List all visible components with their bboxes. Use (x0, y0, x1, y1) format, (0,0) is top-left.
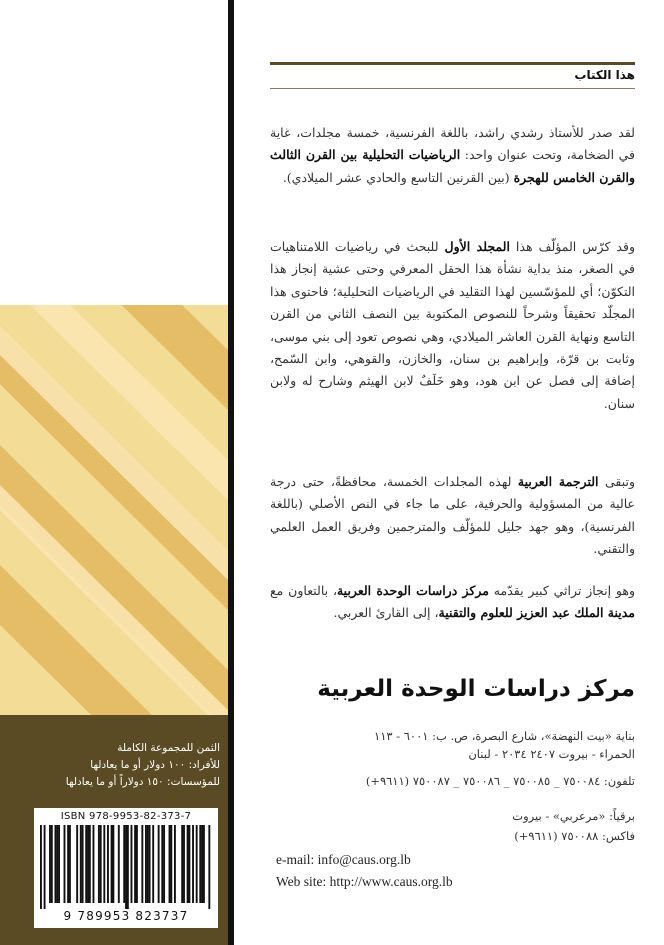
center-bold: مركز دراسات الوحدة العربية (336, 583, 489, 598)
decorative-stripes (0, 305, 233, 715)
price-title: الثمن للمجموعة الكاملة (117, 742, 220, 754)
barcode-number: 9 789953 823737 (63, 909, 189, 923)
price-institutions: للمؤسسات: ١٥٠ دولاراً أو ما يعادلها (65, 776, 220, 788)
kacst-bold: مدينة الملك عبد العزيز للعلوم والتقنية (438, 605, 635, 621)
paragraph-text: وهو إنجاز تراثي كبير يقدّمه (488, 583, 635, 598)
barcode-image (40, 825, 212, 909)
publisher-address (270, 727, 635, 763)
paragraph-text: وقد كرّس المؤلّف هذا (509, 239, 635, 254)
header-rule-thick (270, 62, 635, 65)
barcode-box (34, 808, 218, 928)
paragraph-text: ، إلى القارئ العربي. (333, 605, 439, 621)
phone-numbers: تلفون: ٧٥٠٠٨٤ _ ٧٥٠٠٨٥ _ ٧٥٠٠٨٦ _ ٧٥٠٠٨٧ (٩٦١١+) (365, 774, 635, 788)
paragraph-text: (بين القرنين التاسع والحادي عشر الميلادي). (282, 169, 514, 185)
translation-bold: الترجمة العربية (517, 474, 599, 489)
left-white-area (0, 0, 233, 305)
email-link[interactable]: e-mail: info@caus.org.lb (276, 852, 411, 867)
paragraph-3 (270, 471, 635, 561)
price-info (10, 740, 220, 791)
cable-address: برقياً: «مرعربي» - بيروت (512, 809, 635, 823)
paragraph-text: وتبقى (598, 474, 635, 489)
header-rule-thin (270, 88, 635, 89)
column-divider (228, 0, 234, 945)
paragraph-text: للبحث في رياضيات اللامتناهيات في الصغر، منذ بداية نشأة هذا الحقل المعرفي وحتى عشية إنجاز هذا التكوّن؛ أي للمؤسّسين لهذا التقليد في الرياضيات التحليلية؛ فاحتوى هذا المجلّد تحقيقاً وشرحاً للنصوص المكتوبة بين النصف الثاني من القرن التاسع ونهاية القرن العاشر الميلادي، وهي نصوص تعود إلى بني موسى، وثابت بن قرّة، وإبراهيم بن سنان، والخازن، والقوهي، وابن السّمح، إضافة إلى فصل عن ابن هود، وهو خَلَفٌ لابن الهيثم وشارح له ولابن سنان. (270, 239, 635, 411)
book-title-bold: الرياضيات التحليلية بين القرن الثالث والقرن الخامس للهجرة (270, 147, 635, 185)
paragraph-text: لقد صدر للأستاذ رشدي راشد، باللغة الفرنسية، خمسة مجلدات، غاية في الضخامة، وتحت عنوان واحد: (270, 125, 636, 163)
address-line-1: بناية «بيت النهضة»، شارع البصرة، ص. ب: ٦٠٠١ - ١١٣ (374, 729, 635, 743)
volume-bold: المجلد الأول (444, 239, 510, 254)
paragraph-text: ، بالتعاون مع (270, 583, 337, 598)
publisher-name: مركز دراسات الوحدة العربية (317, 676, 635, 702)
website-link[interactable]: Web site: http://www.caus.org.lb (276, 874, 453, 889)
section-title: هذا الكتاب (574, 68, 635, 82)
address-line-2: الحمراء - بيروت ٢٤٠٧ ٢٠٣٤ - لبنان (468, 747, 635, 761)
paragraph-1 (270, 122, 635, 189)
paragraph-4 (270, 580, 635, 625)
isbn-label: ISBN 978-9953-82-373-7 (60, 811, 192, 822)
price-individuals: للأفراد: ١٠٠ دولار أو ما يعادلها (90, 759, 220, 771)
paragraph-2 (270, 236, 635, 415)
left-panel (0, 0, 233, 945)
fax-number: فاكس: ٧٥٠٠٨٨ (٩٦١١+) (514, 829, 635, 843)
paragraph-text: لهذه المجلدات الخمسة، محافظةً، حتى درجة عالية من المسؤولية والحرفية، على ما جاء في النص الأصلي (باللغة الفرنسية)، وهو جهد جليل للمؤلّف والمترجمين وفريق العمل العلمي والتقني. (270, 474, 635, 557)
